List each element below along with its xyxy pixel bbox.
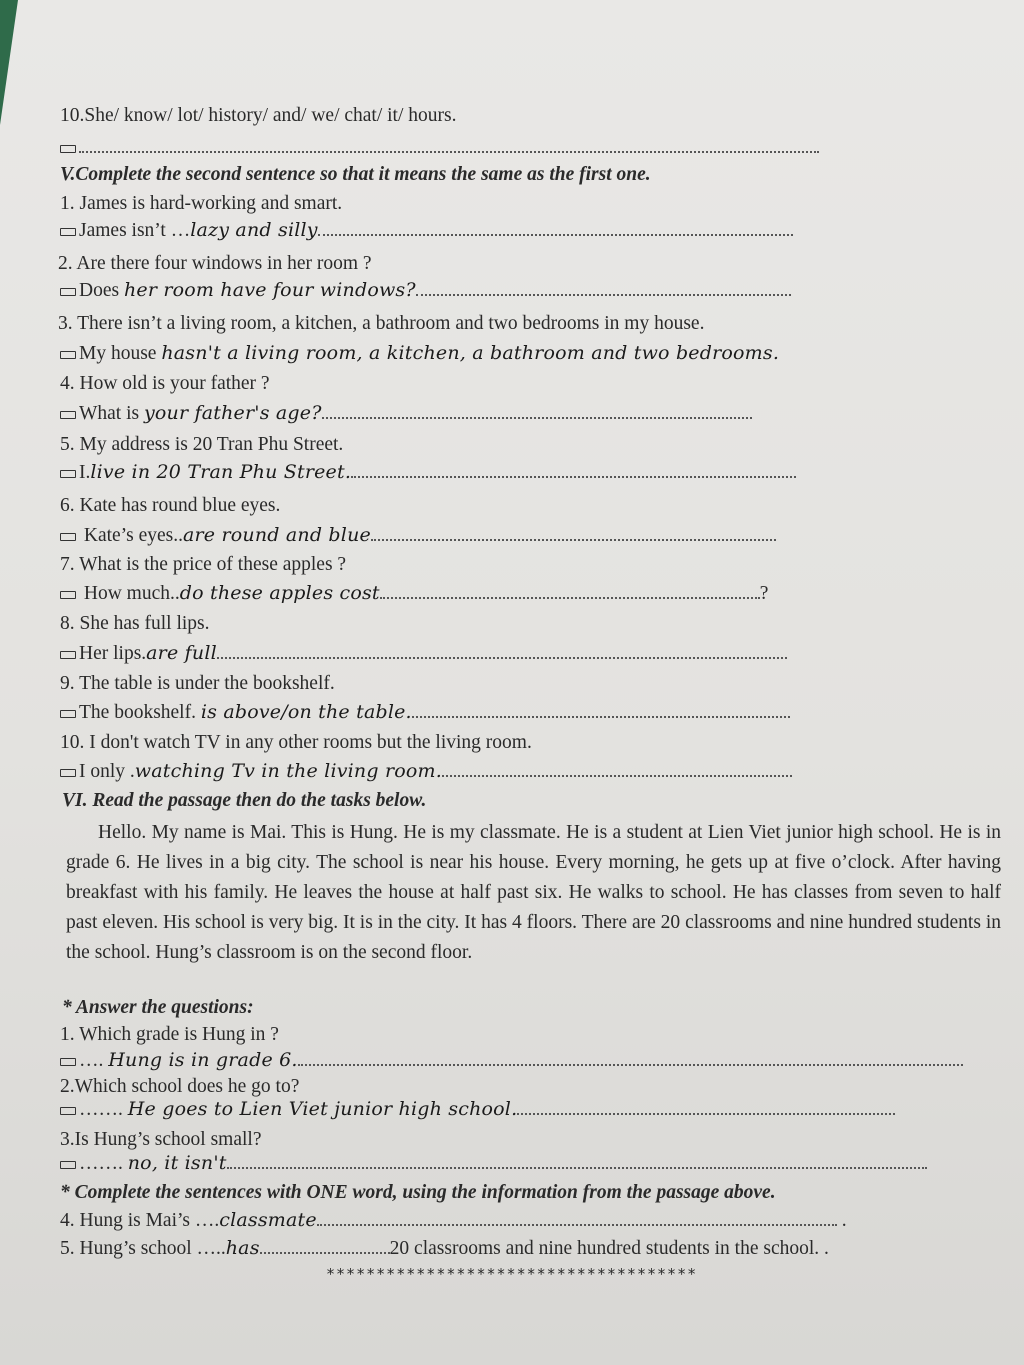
s6-a2-answer: He goes to Lien Viet junior high school. <box>127 1098 518 1120</box>
arrow-icon <box>60 1107 76 1115</box>
s6-a1 <box>60 1048 963 1073</box>
s5-a8 <box>60 641 787 666</box>
arrow-icon <box>60 651 76 659</box>
answer-dots <box>412 702 790 718</box>
end-stars: ************************************* <box>326 1265 698 1283</box>
answer-dots <box>79 137 819 153</box>
s5-a9-prefix: The bookshelf. <box>79 702 201 723</box>
arrow-icon <box>60 470 76 478</box>
answer-dots <box>322 403 752 419</box>
s5-a3-prefix: My house <box>79 343 162 364</box>
complete-4-suffix: . <box>836 1210 847 1231</box>
arrow-icon <box>60 1161 76 1169</box>
s6-q2: 2.Which school does he go to? <box>60 1076 300 1097</box>
answer-dots <box>371 525 776 541</box>
arrow-icon <box>60 533 76 541</box>
s5-a2-answer: her room have four windows? <box>123 279 416 301</box>
s5-a4 <box>60 401 752 426</box>
complete-4-prefix: 4. Hung is Mai’s …. <box>60 1210 220 1231</box>
complete-sentences-title: * Complete the sentences with ONE word, using the information from the passage above. <box>60 1182 776 1203</box>
table-corner <box>0 0 18 125</box>
s5-a3 <box>60 341 779 366</box>
s6-a1-answer: Hung is in grade 6. <box>108 1049 298 1071</box>
s6-q1: 1. Which grade is Hung in ? <box>60 1024 279 1045</box>
s5-a2-prefix: Does <box>79 280 124 301</box>
complete-4-answer: classmate <box>219 1209 317 1231</box>
s5-a2 <box>60 278 791 303</box>
s5-q7: 7. What is the price of these apples ? <box>60 554 347 575</box>
s6-a2 <box>60 1097 895 1122</box>
section6-title: VI. Read the passage then do the tasks below. <box>62 790 427 811</box>
complete-5 <box>60 1236 829 1261</box>
s5-a4-answer: your father's age? <box>143 402 322 424</box>
s5-a1-prefix: James isn’t … <box>79 220 191 241</box>
answer-dots <box>298 1050 963 1066</box>
s5-a9-answer: is above/on the table. <box>200 701 412 723</box>
reading-passage <box>66 818 1001 968</box>
s5-a6-answer: are round and blue <box>182 524 371 546</box>
passage-text: Hello. My name is Mai. This is Hung. He is my classmate. He is a student at Lien Viet junior high school. He is in grade 6. He lives in a big city. The school is near his house. Every morning, he gets up at five o’clock. After having breakfast with his family. He leaves the house at half past six. He walks to school. He has classes from seven to half past eleven. His school is very big. It is in the city. It has 4 floors. There are 20 classrooms and nine hundred students in the school. Hung’s classroom is on the second floor. <box>66 822 1001 963</box>
prev-item: 10.She/ know/ lot/ history/ and/ we/ chat/ it/ hours. <box>60 105 457 126</box>
s5-a1-answer: lazy and silly <box>190 219 318 241</box>
s6-q3: 3.Is Hung’s school small? <box>60 1129 262 1150</box>
complete-5-suffix: 20 classrooms and nine hundred students in the school. . <box>389 1238 829 1259</box>
s5-a6 <box>60 523 776 548</box>
s5-a7 <box>60 581 768 606</box>
arrow-icon <box>60 145 76 153</box>
complete-5-prefix: 5. Hung’s school ….. <box>60 1238 226 1259</box>
section5-title: V.Complete the second sentence so that it means the same as the first one. <box>60 164 651 185</box>
s5-a9 <box>60 700 790 725</box>
answer-dots <box>217 643 787 659</box>
s5-a7-answer: do these apples cost <box>179 582 380 604</box>
answer-dots <box>260 1238 390 1254</box>
s5-a5-answer: live in 20 Tran Phu Street. <box>90 461 352 483</box>
answer-dots <box>351 462 796 478</box>
s5-a10 <box>60 759 792 784</box>
answer-dots <box>317 1210 837 1226</box>
s5-q5: 5. My address is 20 Tran Phu Street. <box>60 434 344 455</box>
arrow-icon <box>60 351 76 359</box>
arrow-icon <box>60 411 76 419</box>
s5-a10-prefix: I only . <box>79 761 135 782</box>
arrow-icon <box>60 228 76 236</box>
answer-dots <box>517 1099 895 1115</box>
arrow-icon <box>60 769 76 777</box>
s5-a5-prefix: I. <box>79 462 91 483</box>
arrow-icon <box>60 710 76 718</box>
answer-dots <box>380 583 760 599</box>
prev-answer-line <box>60 136 819 160</box>
s5-q10: 10. I don't watch TV in any other rooms but the living room. <box>60 732 532 753</box>
s5-q4: 4. How old is your father ? <box>60 373 270 394</box>
s5-a7-prefix: How much.. <box>79 583 180 604</box>
s5-q2: 2. Are there four windows in her room ? <box>58 253 372 274</box>
arrow-icon <box>60 591 76 599</box>
s5-q1: 1. James is hard-working and smart. <box>60 193 343 214</box>
s6-a1-prefix: …. <box>79 1050 109 1071</box>
s5-a5 <box>60 460 796 485</box>
answer-questions-title: * Answer the questions: <box>62 997 254 1018</box>
arrow-icon <box>60 288 76 296</box>
complete-4 <box>60 1208 847 1233</box>
s5-a10-answer: watching Tv in the living room. <box>134 760 442 782</box>
s6-a2-prefix: ……. <box>79 1099 128 1120</box>
answer-dots <box>318 220 793 236</box>
s5-a6-prefix: Kate’s eyes.. <box>79 525 183 546</box>
s5-q3: 3. There isn’t a living room, a kitchen, a bathroom and two bedrooms in my house. <box>58 313 705 334</box>
s5-q9: 9. The table is under the bookshelf. <box>60 673 335 694</box>
s6-a3-prefix: ……. <box>79 1153 128 1174</box>
answer-dots <box>442 761 792 777</box>
answer-dots <box>227 1153 927 1169</box>
s5-q6: 6. Kate has round blue eyes. <box>60 495 281 516</box>
complete-5-answer: has <box>225 1237 260 1259</box>
arrow-icon <box>60 1058 76 1066</box>
s5-a4-prefix: What is <box>79 403 144 424</box>
s5-q8: 8. She has full lips. <box>60 613 210 634</box>
s5-a3-answer: hasn't a living room, a kitchen, a bathroom and two bedrooms. <box>161 342 780 364</box>
s5-a1 <box>60 218 793 243</box>
s6-a3 <box>60 1151 927 1176</box>
s6-a3-answer: no, it isn't <box>127 1152 227 1174</box>
s5-a7-suffix: ? <box>759 583 769 604</box>
s5-a8-prefix: Her lips. <box>79 643 147 664</box>
s5-a8-answer: are full <box>146 642 217 664</box>
answer-dots <box>416 280 791 296</box>
